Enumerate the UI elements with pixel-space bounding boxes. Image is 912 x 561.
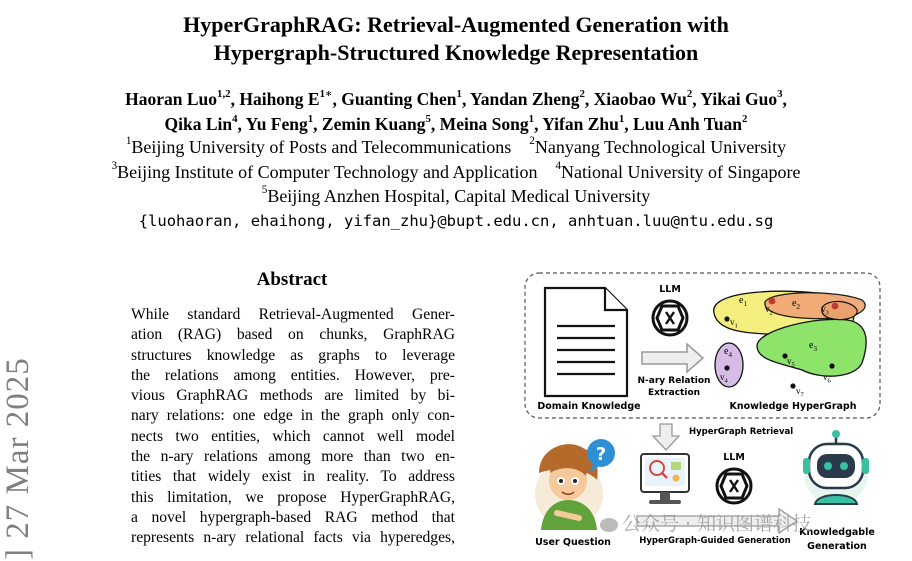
affiliation-name: Beijing University of Posts and Telecommunications [131,137,512,157]
author-affiliation-mark: 4 [232,112,238,125]
author-separator: , [534,114,543,134]
affiliation-mark: 2 [529,135,535,148]
author-name: Yandan Zheng [470,89,580,109]
author-name: Haoran Luo [125,89,218,109]
author-name: Guanting Chen [341,89,457,109]
openai-logo-icon [653,301,687,335]
author-separator: , [584,89,594,109]
abstract-line: nects two entities, which cannot well model [131,427,455,445]
author-name: Yifan Zhu [542,114,619,134]
svg-text:v3: $v_3$ [821,304,829,317]
authors-line2 [0,113,912,135]
author-name: Qika Lin [164,114,233,134]
author-separator: , [313,114,322,134]
svg-text:v5: $v_5$ [787,356,795,369]
arxiv-date-stamp: ] 27 Mar 2025 [0,357,36,560]
author-affiliation-mark: 3 [777,87,783,100]
label-guided-generation: HyperGraph-Guided Generation [639,536,791,546]
affiliation-mark: 5 [261,184,268,197]
abstract-heading: Abstract [256,269,328,290]
abstract-line: ation (RAG) based on chunks, GraphRAG [131,326,455,344]
label-knowledgable-line1: Knowledgable [799,527,875,538]
label-knowledgable-line2: Generation [807,541,867,552]
affiliation-name: Nanyang Technological University [534,137,787,157]
svg-text:e3: $e_3$ [809,340,817,353]
author-name: Yikai Guo [700,89,778,109]
retrieval-arrow-icon [653,424,679,450]
author-name: Haihong E [239,89,320,109]
svg-text:v4: $v_4$ [720,372,728,385]
monitor-analysis-icon [641,454,689,504]
extraction-arrow-icon [642,344,703,372]
author-affiliation-mark: 2 [579,87,585,100]
affiliation-name: Beijing Anzhen Hospital, Capital Medical University [267,186,651,206]
openai-logo-icon-bottom [717,469,751,503]
abstract-line: the relations among entities. However, pre- [131,366,455,384]
svg-text:e4: $e_4$ [724,346,732,359]
author-separator: , [461,89,471,109]
paper-title-line1: HyperGraphRAG: Retrieval-Augmented Generation with [183,12,729,37]
abstract-line: a novel hypergraph-based RAG method that [131,508,455,526]
label-hypergraph-retrieval: HyperGraph Retrieval [689,427,794,437]
label-extraction-line2: Extraction [647,388,701,398]
svg-text:e1: $e_1$ [739,295,747,308]
label-user-question: User Question [535,537,611,548]
author-separator: , [332,89,342,109]
affiliation-line2 [0,161,912,183]
author-affiliation-mark: 1,2 [217,87,231,100]
author-name: Xiaobao Wu [593,89,687,109]
document-icon [545,288,627,396]
abstract-body [131,305,455,549]
author-affiliation-mark: 1 [528,112,535,125]
author-name: Zemin Kuang [321,114,426,134]
affiliation-name: National University of Singapore [561,162,801,182]
author-separator: , [782,89,787,109]
robot-icon [803,430,869,505]
wechat-icon [600,518,618,532]
label-domain-knowledge: Domain Knowledge [537,401,641,412]
label-llm-bottom: LLM [723,452,745,463]
affiliation-mark: 3 [111,160,118,173]
affiliation-name: Beijing Institute of Computer Technology and Application [117,162,538,182]
label-knowledge-hypergraph: Knowledge HyperGraph [729,401,857,412]
svg-text:e2: $e_2$ [792,298,800,311]
label-llm-top: LLM [659,284,681,295]
author-affiliation-mark: 1 [618,112,625,125]
abstract-line: structures knowledge as graphs to leverage [131,346,455,364]
author-name: Luu Anh Tuan [633,114,743,134]
author-affiliation-mark: 1 [307,112,314,125]
abstract-line: tities that widely exist in reality. To address [131,468,455,486]
abstract-line: vious GraphRAG methods are limited by bi- [131,387,455,405]
author-separator: , [624,114,634,134]
author-affiliation-mark: 2 [686,87,693,100]
svg-text:v6: $v_6$ [823,372,831,385]
abstract-line: the n-ary relations among more than two en- [131,448,455,466]
svg-text:?: ? [595,444,607,465]
authors-line1 [0,88,912,110]
abstract-line: nary relations: one edge in the graph only con- [131,407,455,425]
author-separator: , [237,114,246,134]
author-separator: , [430,114,440,134]
affiliation-mark: 4 [555,160,562,173]
svg-text:v2: $v_2$ [765,304,773,317]
author-name: Meina Song [439,114,529,134]
watermark-text: 公众号 · 知识图谱科技 [622,513,812,535]
svg-text:v7: $v_7$ [796,386,804,399]
paper-title-line2: Hypergraph-Structured Knowledge Representation [213,40,699,65]
abstract-line: While standard Retrieval-Augmented Gener- [131,306,455,323]
abstract-line: represents n-ary relational facts via hyperedges, [131,529,455,547]
author-emails: {luohaoran, ehaihong, yifan_zhu}@bupt.edu.cn, anhtuan.luu@ntu.edu.sg [138,212,774,230]
author-affiliation-mark: 1 [456,87,462,100]
abstract-line: this limitation, we propose HyperGraphRAG, [131,488,455,506]
affiliation-line1 [0,136,912,158]
author-separator: , [692,89,701,109]
author-separator: , [230,89,240,109]
author-affiliation-mark: 1∗ [319,87,333,100]
wechat-watermark [600,509,811,536]
svg-text:v1: $v_1$ [730,317,738,330]
author-name: Yu Feng [245,114,308,134]
author-affiliation-mark: 5 [425,112,431,125]
author-affiliation-mark: 2 [742,112,748,125]
label-extraction-line1: N-ary Relation [637,376,711,386]
knowledge-hypergraph [714,291,866,398]
affiliation-mark: 1 [125,135,132,148]
affiliation-line3 [0,185,912,207]
